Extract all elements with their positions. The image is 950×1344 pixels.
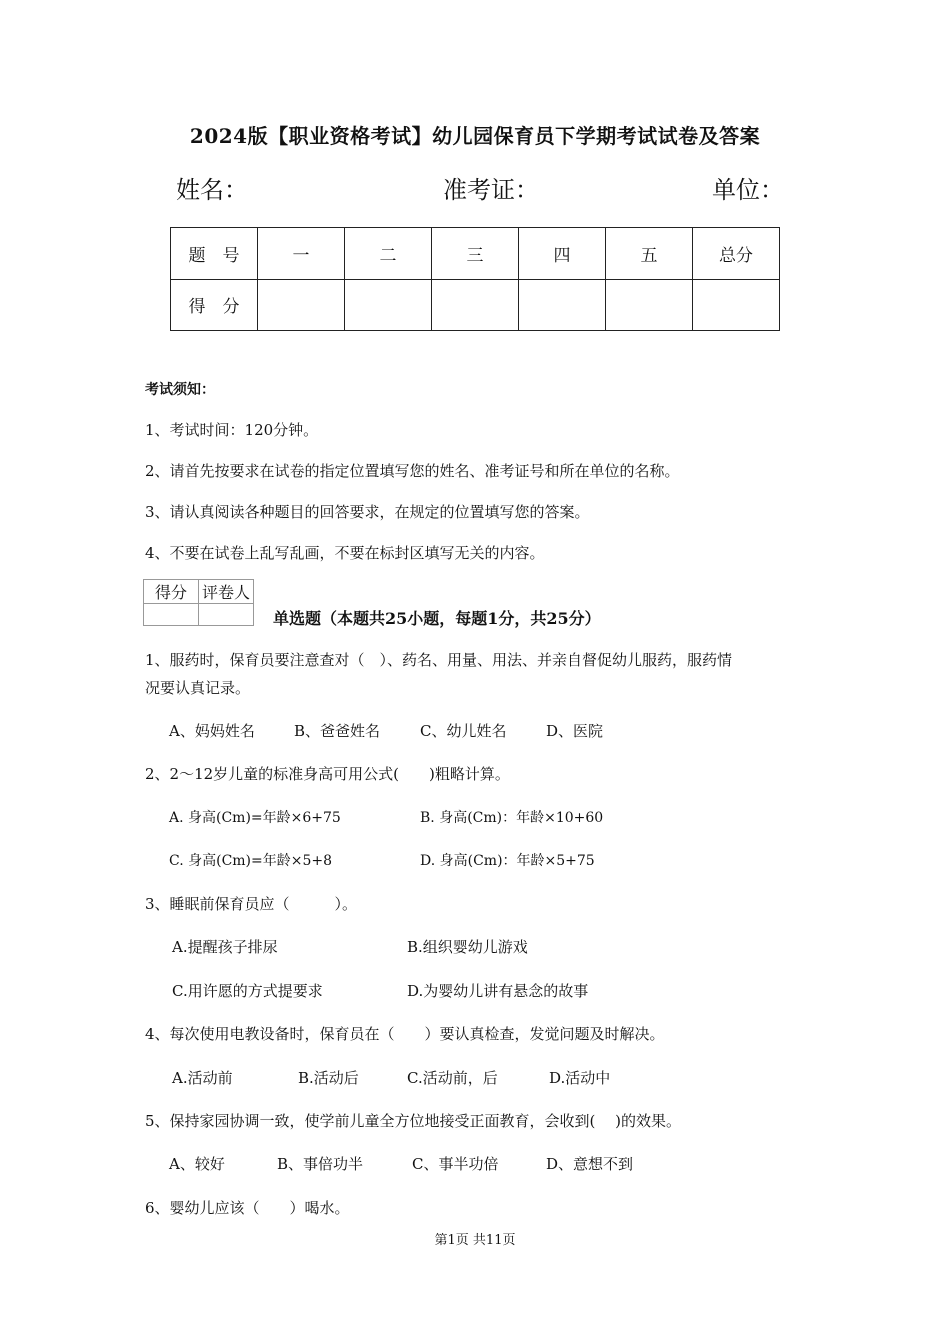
grader-score-cell[interactable] <box>144 604 199 626</box>
notice-item: 2、请首先按要求在试卷的指定位置填写您的姓名、准考证号和所在单位的名称。 <box>145 462 680 480</box>
grader-name-label: 评卷人 <box>199 580 254 604</box>
option-a: A、妈妈姓名 <box>169 722 255 740</box>
question-text: 1、服药时，保育员要注意查对（ ）、药名、用量、用法、并亲自督促幼儿服药，服药情 <box>145 651 733 669</box>
score-cell[interactable] <box>258 279 345 331</box>
option-a: A. 身高(Cm)=年龄×6+75 <box>169 810 341 826</box>
notice-item: 4、不要在试卷上乱写乱画，不要在标封区填写无关的内容。 <box>145 544 545 562</box>
name-label: 姓名： <box>176 176 248 204</box>
exam-id-label: 准考证： <box>443 176 539 204</box>
option-d: D、意想不到 <box>546 1155 634 1173</box>
score-table-score-row <box>171 279 780 331</box>
question-text: 6、婴幼儿应该（ ）喝水。 <box>145 1199 350 1217</box>
option-a: A.活动前 <box>172 1069 233 1087</box>
option-c: C.活动前，后 <box>407 1069 498 1087</box>
page-title: 2024版【职业资格考试】幼儿园保育员下学期考试试卷及答案 <box>189 124 761 148</box>
option-c: C、事半功倍 <box>412 1155 499 1173</box>
score-header-cell: 五 <box>606 228 693 280</box>
option-d: D. 身高(Cm)：年龄×5+75 <box>420 853 595 869</box>
option-c: C.用许愿的方式提要求 <box>172 982 323 1000</box>
option-c: C. 身高(Cm)=年龄×5+8 <box>169 853 333 869</box>
grader-name-cell[interactable] <box>199 604 254 626</box>
question-text: 3、睡眠前保育员应（ ）。 <box>145 895 358 913</box>
section-heading: 单选题（本题共25小题，每题1分，共25分） <box>273 609 601 628</box>
unit-label: 单位： <box>712 176 784 204</box>
question-text: 5、保持家园协调一致，使学前儿童全方位地接受正面教育，会收到( )的效果。 <box>145 1112 682 1130</box>
score-table-header-row <box>171 228 780 280</box>
question-text-cont: 况要认真记录。 <box>145 679 251 697</box>
option-d: D.活动中 <box>549 1069 611 1087</box>
page-number: 第1页 共11页 <box>434 1233 516 1248</box>
option-b: B、爸爸姓名 <box>294 722 381 740</box>
score-header-cell: 一 <box>258 228 345 280</box>
score-cell[interactable] <box>606 279 693 331</box>
score-header-cell: 三 <box>432 228 519 280</box>
score-header-cell: 题 号 <box>171 228 258 280</box>
grader-box <box>143 579 254 626</box>
option-a: A、较好 <box>169 1155 225 1173</box>
option-b: B.组织婴幼儿游戏 <box>407 938 528 956</box>
score-cell[interactable] <box>345 279 432 331</box>
option-b: B.活动后 <box>298 1069 359 1087</box>
score-cell[interactable] <box>432 279 519 331</box>
notice-title: 考试须知： <box>145 382 215 398</box>
notice-item: 1、考试时间：120分钟。 <box>145 421 319 439</box>
question-text: 2、2～12岁儿童的标准身高可用公式( )粗略计算。 <box>145 765 510 783</box>
option-c: C、幼儿姓名 <box>420 722 507 740</box>
score-cell[interactable] <box>519 279 606 331</box>
score-header-cell: 四 <box>519 228 606 280</box>
score-table <box>170 227 780 331</box>
score-cell[interactable] <box>693 279 780 331</box>
option-b: B. 身高(Cm)：年龄×10+60 <box>420 810 604 826</box>
score-header-cell: 二 <box>345 228 432 280</box>
option-d: D.为婴幼儿讲有悬念的故事 <box>407 982 589 1000</box>
score-header-cell: 总分 <box>693 228 780 280</box>
option-a: A.提醒孩子排尿 <box>172 938 278 956</box>
option-d: D、医院 <box>546 722 604 740</box>
question-text: 4、每次使用电教设备时，保育员在（ ）要认真检查，发觉问题及时解决。 <box>145 1025 665 1043</box>
option-b: B、事倍功半 <box>277 1155 364 1173</box>
notice-item: 3、请认真阅读各种题目的回答要求，在规定的位置填写您的答案。 <box>145 503 590 521</box>
grader-score-label: 得分 <box>144 580 199 604</box>
score-row-label: 得 分 <box>171 279 258 331</box>
